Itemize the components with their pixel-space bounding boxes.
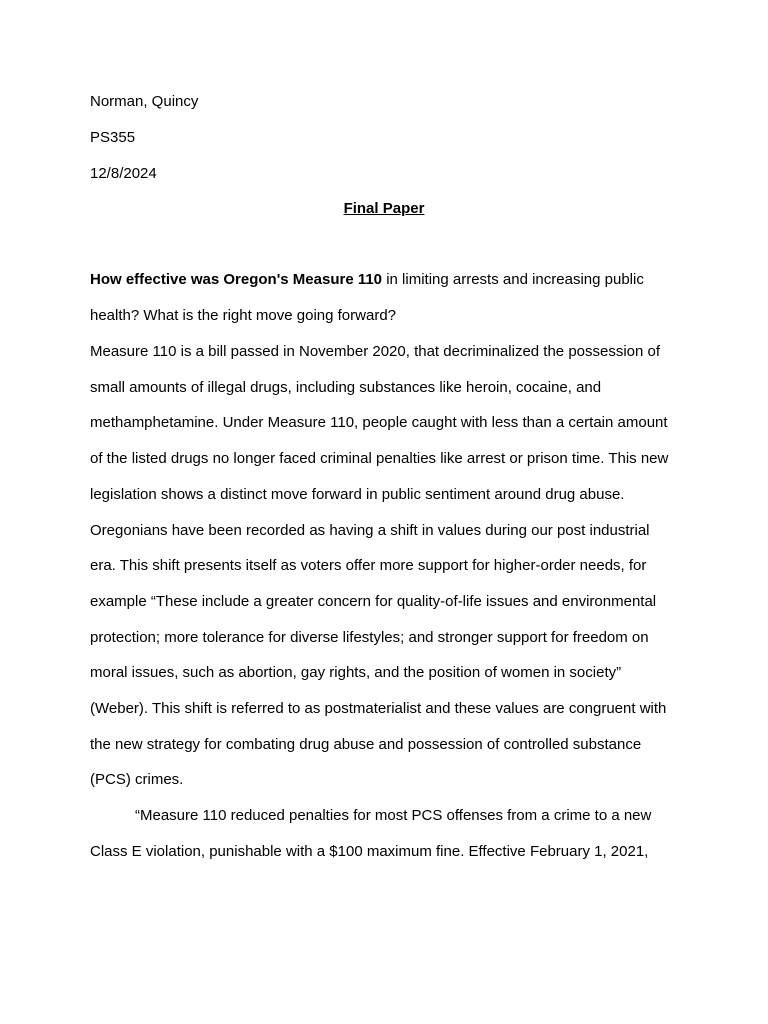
body-line: protection; more tolerance for diverse lifestyles; and stronger support for freedom on xyxy=(90,629,649,646)
body-line: era. This shift presents itself as voters offer more support for higher-order needs, for xyxy=(90,557,647,574)
body-line: the new strategy for combating drug abuse and possession of controlled substance xyxy=(90,736,642,753)
research-question-rest: in limiting arrests and increasing public xyxy=(382,271,644,288)
body-line: (Weber). This shift is referred to as postmaterialist and these values are congruent with xyxy=(90,700,667,717)
body-line: small amounts of illegal drugs, including substances like heroin, cocaine, and xyxy=(90,379,602,396)
course-code: PS355 xyxy=(90,129,136,146)
body-line: (PCS) crimes. xyxy=(90,771,184,788)
body-line: methamphetamine. Under Measure 110, people caught with less than a certain amount xyxy=(90,414,668,431)
paragraph-2-line-1: “Measure 110 reduced penalties for most PCS offenses from a crime to a new xyxy=(135,807,652,824)
body-line: Oregonians have been recorded as having a shift in values during our post industrial xyxy=(90,522,650,539)
author-name: Norman, Quincy xyxy=(90,93,199,110)
research-question-bold: How effective was Oregon's Measure 110 xyxy=(90,271,383,288)
paragraph-2-line-2: Class E violation, punishable with a $100 maximum fine. Effective February 1, 2021, xyxy=(90,843,649,860)
body-line: of the listed drugs no longer faced criminal penalties like arrest or prison time. This new xyxy=(90,450,669,467)
paper-date: 12/8/2024 xyxy=(90,165,157,182)
body-line: Measure 110 is a bill passed in November 2020, that decriminalized the possession of xyxy=(90,343,661,360)
research-question-line-1 xyxy=(90,270,644,290)
body-line: legislation shows a distinct move forward in public sentiment around drug abuse. xyxy=(90,486,625,503)
body-line: example “These include a greater concern for quality-of-life issues and environmental xyxy=(90,593,657,610)
body-line: moral issues, such as abortion, gay rights, and the position of women in society” xyxy=(90,664,622,681)
paper-title xyxy=(0,199,768,219)
research-question-line-2: health? What is the right move going forward? xyxy=(90,307,396,324)
paper-title-text: Final Paper xyxy=(343,200,425,217)
